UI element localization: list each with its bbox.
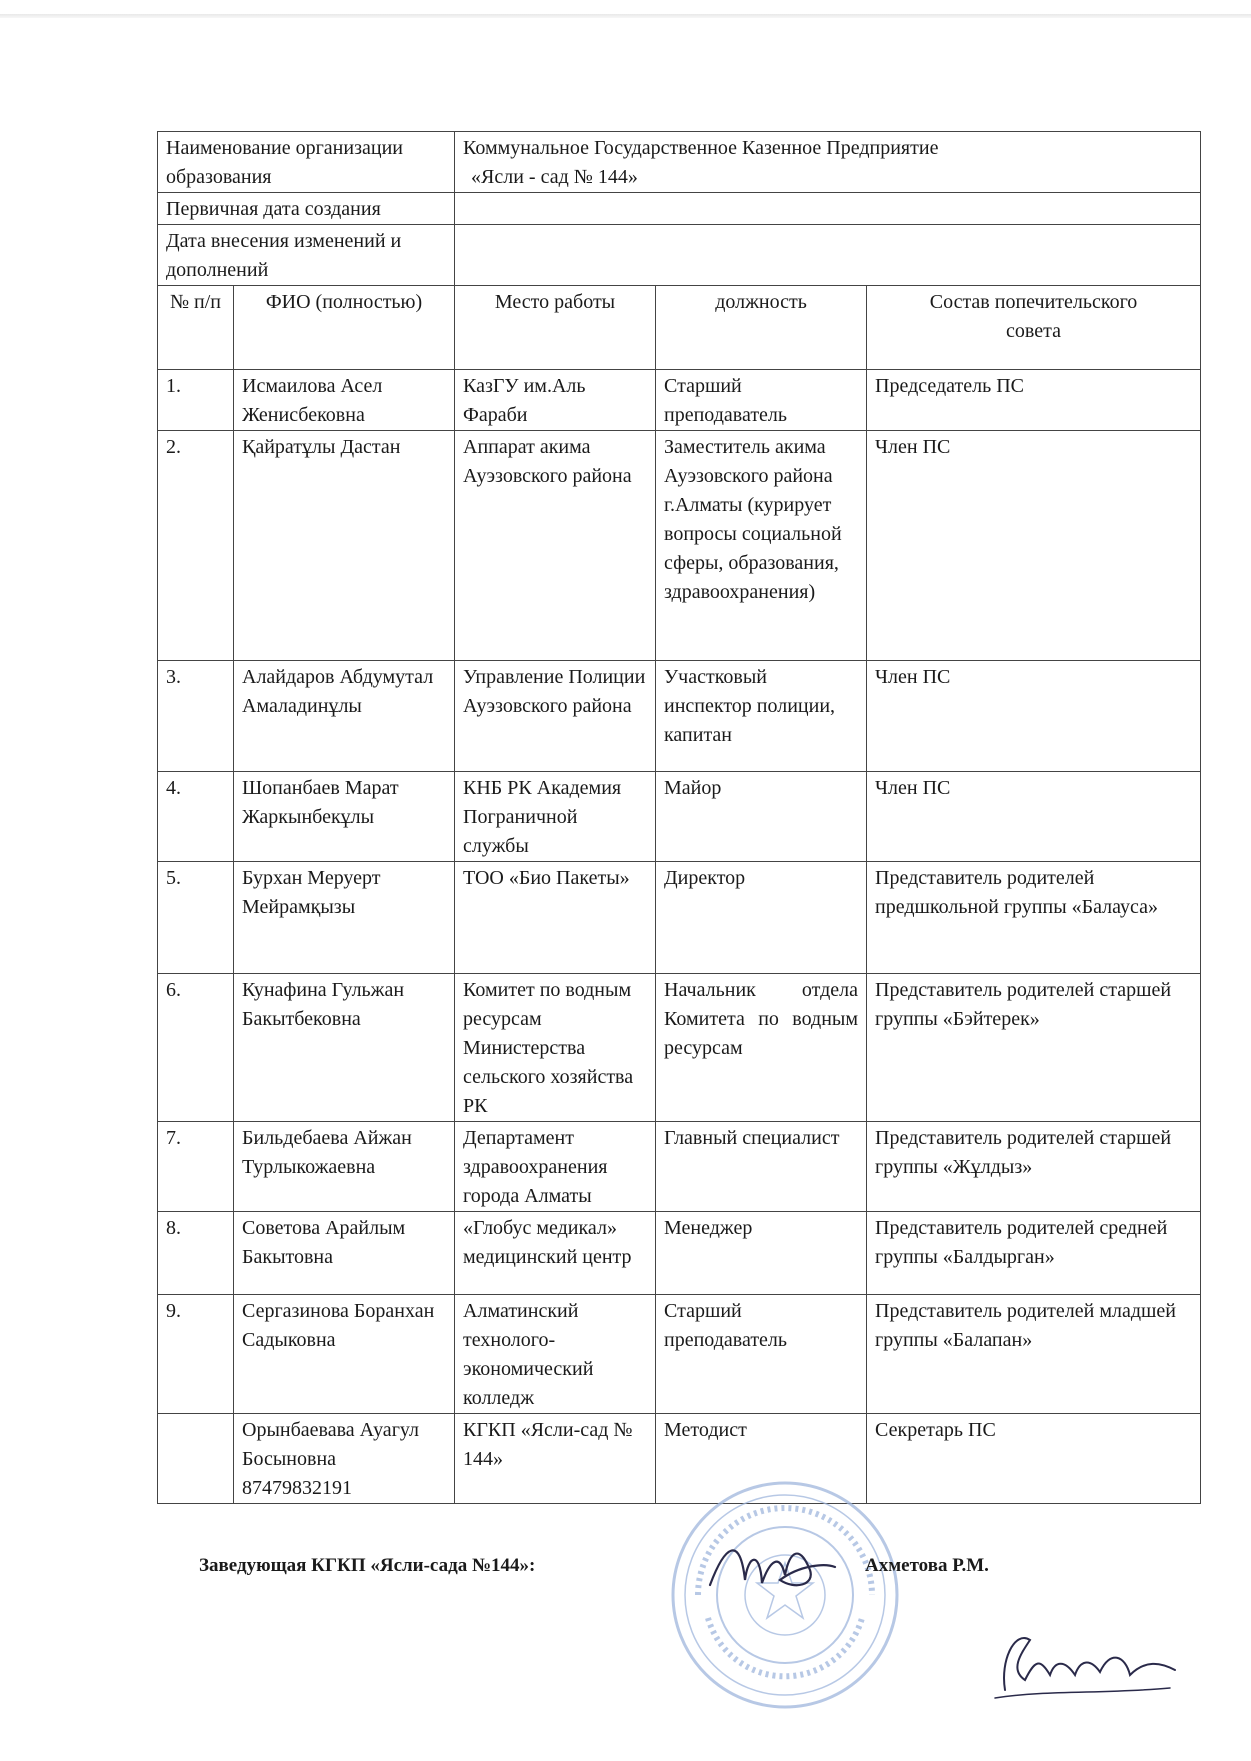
header-role: Состав попечительского совета (867, 286, 1201, 370)
row-num: 3. (158, 661, 234, 772)
row-role: Председатель ПС (867, 370, 1201, 431)
info-row-created (158, 193, 1201, 225)
table-header-row (158, 286, 1201, 370)
table-row (158, 862, 1201, 974)
info-row-org (158, 132, 1201, 193)
row-name: Кунафина Гульжан Бакытбековна (234, 974, 455, 1122)
table-row (158, 1212, 1201, 1295)
table-row (158, 1295, 1201, 1414)
row-work: ТОО «Био Пакеты» (455, 862, 656, 974)
table-row (158, 431, 1201, 661)
row-work: Алматинский технолого-экономический колледж (455, 1295, 656, 1414)
row-name: Советова Арайлым Бакытовна (234, 1212, 455, 1295)
table-row (158, 661, 1201, 772)
row-name: Орынбаевава Ауагул Босыновна 87479832191 (234, 1414, 455, 1504)
row-num: 9. (158, 1295, 234, 1414)
row-num: 4. (158, 772, 234, 862)
org-value-line1: Коммунальное Государственное Казенное Предприятие (463, 137, 939, 159)
row-role: Секретарь ПС (867, 1414, 1201, 1504)
org-value (455, 132, 1201, 193)
row-role: Представитель родителей средней группы «Балдырган» (867, 1212, 1201, 1295)
created-value (455, 193, 1201, 225)
row-position: Старший преподаватель (656, 370, 867, 431)
row-role: Представитель родителей предшкольной группы «Балауса» (867, 862, 1201, 974)
footer-head-name: Ахметова Р.М. (865, 1555, 989, 1576)
row-work: КазГУ им.Аль Фараби (455, 370, 656, 431)
table-row (158, 974, 1201, 1122)
row-work: КНБ РК Академия Пограничной службы (455, 772, 656, 862)
org-value-line2: «Ясли - сад № 144» (471, 166, 638, 188)
handwritten-signature-icon (700, 1525, 840, 1605)
row-name: Бурхан Меруерт Мейрамқызы (234, 862, 455, 974)
row-position: Менеджер (656, 1212, 867, 1295)
scan-edge (0, 14, 1251, 18)
row-position: Старший преподаватель (656, 1295, 867, 1414)
row-position: Начальник отдела Комитета по водным ресурсам (656, 974, 867, 1122)
changes-value (455, 225, 1201, 286)
row-num: 6. (158, 974, 234, 1122)
info-row-changes (158, 225, 1201, 286)
row-num: 2. (158, 431, 234, 661)
row-role: Представитель родителей младшей группы «Балапан» (867, 1295, 1201, 1414)
row-work: «Глобус медикал» медицинский центр (455, 1212, 656, 1295)
row-name: Исмаилова Асел Женисбековна (234, 370, 455, 431)
row-position: Участковый инспектор полиции, капитан (656, 661, 867, 772)
row-name: Бильдебаева Айжан Турлыкожаевна (234, 1122, 455, 1212)
footer-head-title: Заведующая КГКП «Ясли-сада №144»: (199, 1555, 536, 1576)
row-num (158, 1414, 234, 1504)
row-role: Член ПС (867, 661, 1201, 772)
header-name: ФИО (полностью) (234, 286, 455, 370)
row-position: Директор (656, 862, 867, 974)
org-label: Наименование организации образования (158, 132, 455, 193)
row-name: Шопанбаев Марат Жаркынбекұлы (234, 772, 455, 862)
header-num: № п/п (158, 286, 234, 370)
row-num: 7. (158, 1122, 234, 1212)
row-work: Управление Полиции Ауэзовского района (455, 661, 656, 772)
row-name: Сергазинова Боранхан Садыковна (234, 1295, 455, 1414)
header-position: должность (656, 286, 867, 370)
row-num: 5. (158, 862, 234, 974)
handwritten-signature-icon (985, 1620, 1185, 1710)
header-work: Место работы (455, 286, 656, 370)
table-row (158, 1122, 1201, 1212)
changes-label: Дата внесения изменений и дополнений (158, 225, 455, 286)
row-role: Член ПС (867, 772, 1201, 862)
row-position: Заместитель акима Ауэзовского района г.Алматы (курирует вопросы социальной сферы, образования, здравоохранения) (656, 431, 867, 661)
row-position: Майор (656, 772, 867, 862)
row-role: Представитель родителей старшей группы «Жұлдыз» (867, 1122, 1201, 1212)
row-role: Представитель родителей старшей группы «Бэйтерек» (867, 974, 1201, 1122)
trustee-board-table (157, 131, 1201, 1504)
row-work: КГКП «Ясли-сад № 144» (455, 1414, 656, 1504)
row-name: Алайдаров Абдумутал Амаладинұлы (234, 661, 455, 772)
row-num: 1. (158, 370, 234, 431)
row-position: Главный специалист (656, 1122, 867, 1212)
row-work: Департамент здравоохранения города Алматы (455, 1122, 656, 1212)
row-work: Комитет по водным ресурсам Министерства сельского хозяйства РК (455, 974, 656, 1122)
row-num: 8. (158, 1212, 234, 1295)
table-row (158, 370, 1201, 431)
row-role: Член ПС (867, 431, 1201, 661)
row-work: Аппарат акима Ауэзовского района (455, 431, 656, 661)
row-position: Методист (656, 1414, 867, 1504)
created-label: Первичная дата создания (158, 193, 455, 225)
row-name: Қайратұлы Дастан (234, 431, 455, 661)
table-row (158, 772, 1201, 862)
